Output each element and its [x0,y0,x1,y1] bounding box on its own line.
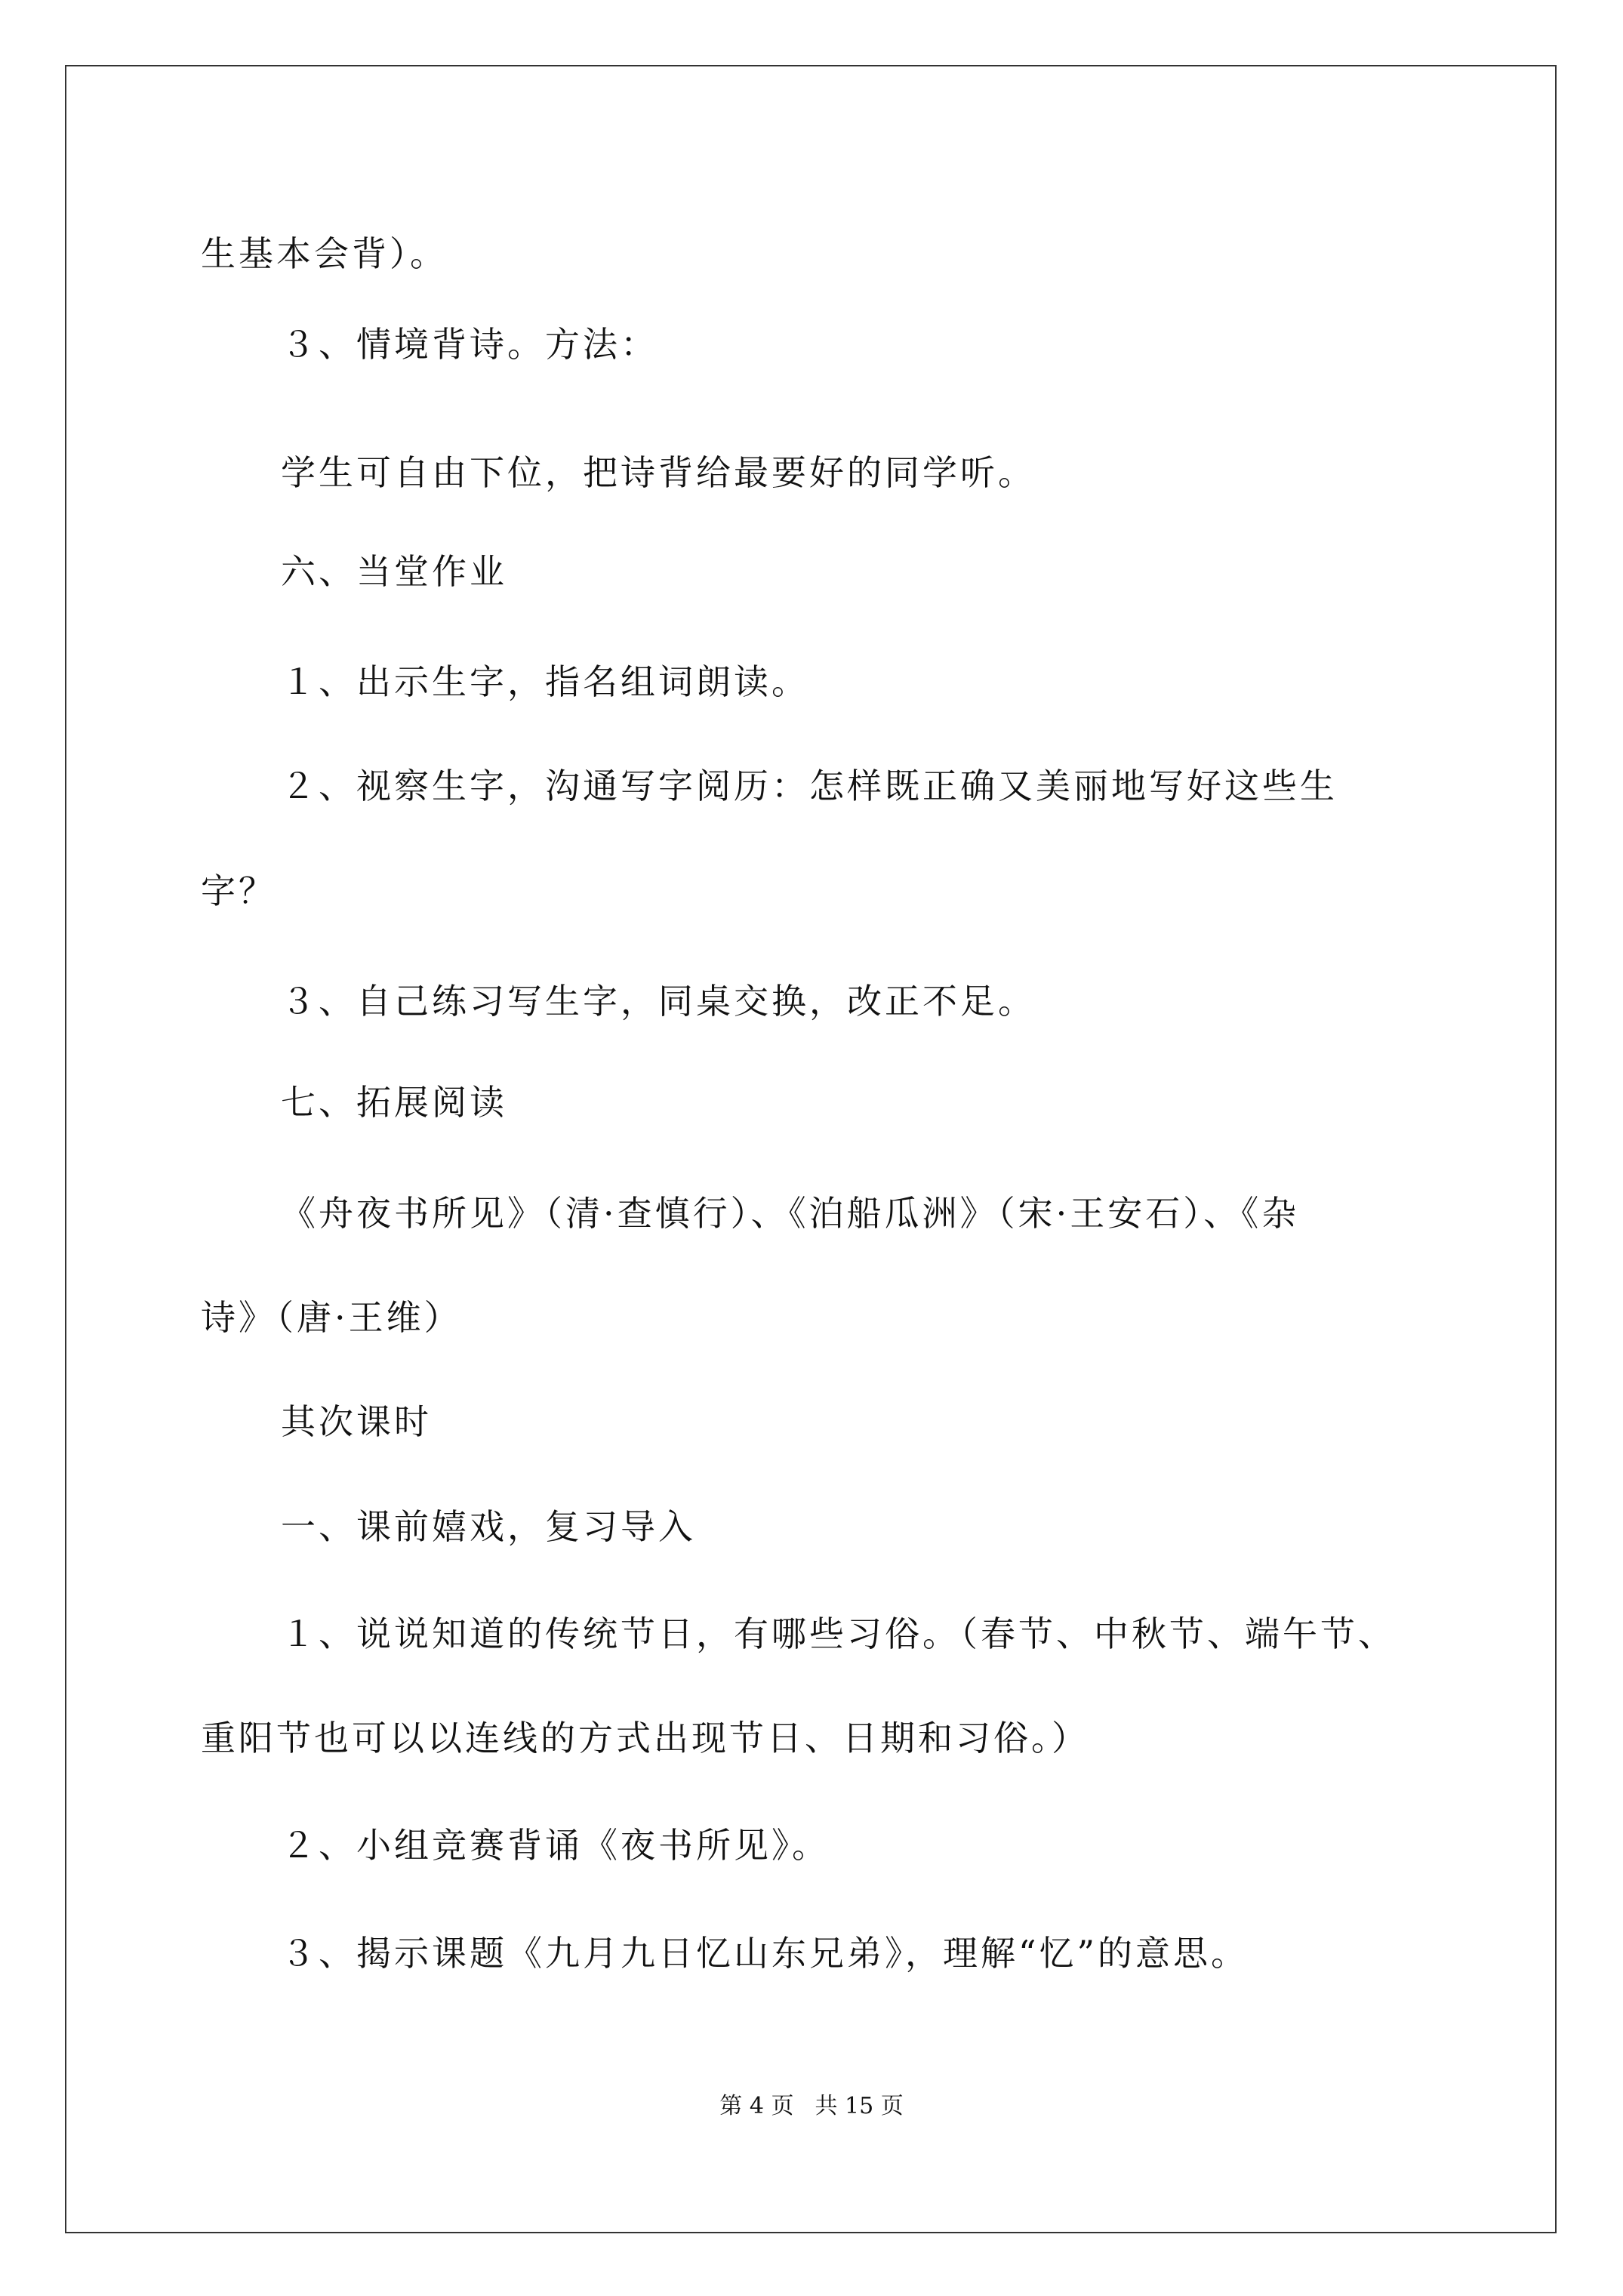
text-line-1: 生基本会背）。 [201,233,448,274]
text-line-10: 《舟夜书所见》（清·查慎行）、《泊船瓜洲》（宋·王安石）、《杂 [281,1193,1300,1234]
text-line-6: ２、视察生字，沟通写字阅历：怎样既正确又美丽地写好这些生 [281,766,1338,806]
text-line-7: 字？ [201,871,276,911]
text-line-2: ３、情境背诗。方法： [281,324,658,365]
text-line-15: 重阳节也可以以连线的方式出现节日、日期和习俗。） [201,1718,1089,1758]
section-heading-warmup: 一、课前嬉戏，复习导入 [281,1506,696,1547]
text-line-14: １、说说知道的传统节日，有哪些习俗。（春节、中秋节、端午节、 [281,1613,1396,1654]
text-line-3: 学生可自由下位，把诗背给最要好的同学听。 [281,452,1036,493]
text-line-11: 诗》（唐·王维） [201,1297,462,1338]
page-border [65,65,1557,2233]
page-total: 共 15 页 [815,2093,904,2119]
text-line-17: ３、揭示课题《九月九日忆山东兄弟》，理解“忆”的意思。 [281,1933,1249,1974]
section-heading-second-lesson: 其次课时 [281,1401,432,1442]
page-footer [0,2091,1623,2122]
text-line-5: １、出示生字，指名组词朗读。 [281,661,809,702]
section-heading-extended-reading: 七、拓展阅读 [281,1082,507,1123]
text-line-8: ３、自己练习写生字，同桌交换，改正不足。 [281,981,1036,1022]
text-line-16: ２、小组竞赛背诵《夜书所见》。 [281,1825,830,1866]
page-number: 第 4 页 [719,2093,794,2119]
section-heading-homework: 六、当堂作业 [281,551,507,592]
